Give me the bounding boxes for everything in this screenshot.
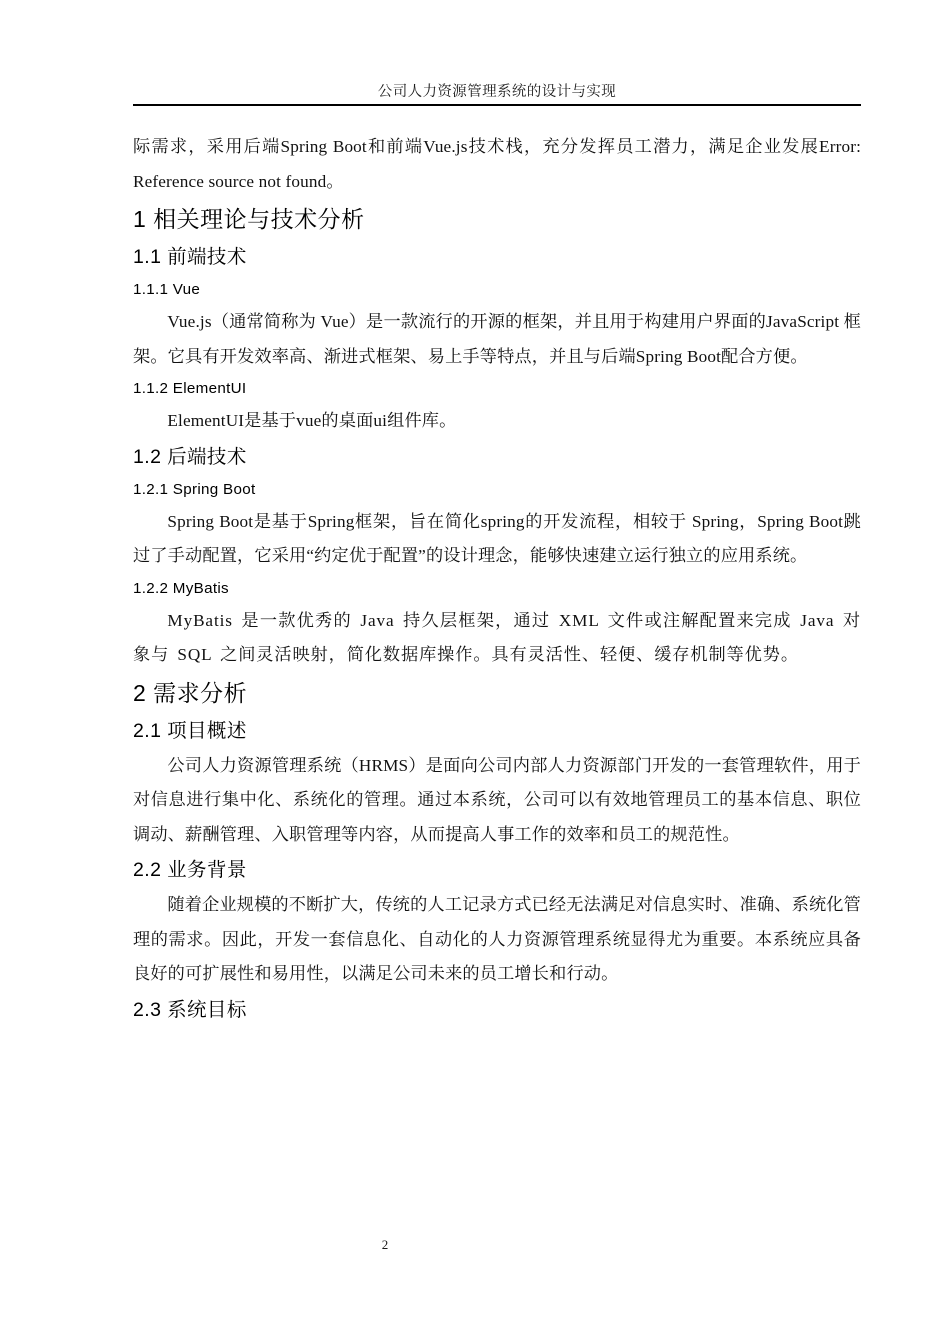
header-title: 公司人力资源管理系统的设计与实现 [377, 84, 617, 100]
heading-1-2-2-mybatis: 1.2.2 MyBatis [133, 579, 229, 597]
heading-2-requirements-analysis: 2 需求分析 [133, 679, 248, 706]
paragraph-spring-boot: Spring Boot是基于Spring框架，旨在简化spring的开发流程，相较于 Spring，Spring Boot跳过了手动配置，它采用“约定优于配置”的设计理念，能够快速建立运行独立的应用系统。 [133, 511, 861, 565]
heading-1-1-frontend-tech: 1.1 前端技术 [133, 246, 247, 268]
paragraph-project-overview: 公司人力资源管理系统（HRMS）是面向公司内部人力资源部门开发的一套管理软件，用于对信息进行集中化、系统化的管理。通过本系统，公司可以有效地管理员工的基本信息、职位调动、薪酬管理、入职管理等内容，从而提高人事工作的效率和员工的规范性。 [133, 755, 861, 844]
heading-1-2-backend-tech: 1.2 后端技术 [133, 445, 247, 468]
paragraph-mybatis: MyBatis 是一款优秀的 Java 持久层框架，通过 XML 文件或注解配置来完成 Java 对象与 SQL 之间灵活映射，简化数据库操作。具有灵活性、轻便、缓存机制等优势。 [133, 610, 861, 664]
heading-2-3-system-goals: 2.3 系统目标 [133, 998, 247, 1021]
heading-1-related-theory: 1 相关理论与技术分析 [133, 206, 365, 232]
page-footer [0, 1236, 950, 1254]
document-body [133, 130, 861, 1028]
paragraph-elementui: ElementUI是基于vue的桌面ui组件库。 [167, 411, 457, 430]
heading-2-1-project-overview: 2.1 项目概述 [133, 719, 247, 742]
paragraph-vue: Vue.js（通常简称为 Vue）是一款流行的开源的框架，并且用于构建用户界面的JavaScript 框架。它具有开发效率高、渐进式框架、易上手等特点，并且与后端Spring Boot配合方便。 [133, 312, 861, 366]
page-number: 2 [381, 1237, 389, 1252]
header-rule-divider [133, 104, 861, 106]
paragraph-business-background: 随着企业规模的不断扩大，传统的人工记录方式已经无法满足对信息实时、准确、系统化管理的需求。因此，开发一套信息化、自动化的人力资源管理系统显得尤为重要。本系统应具备良好的可扩展性和易用性，以满足公司未来的员工增长和行动。 [133, 895, 861, 983]
heading-1-2-1-spring-boot: 1.2.1 Spring Boot [133, 480, 256, 498]
heading-1-1-2-elementui: 1.1.2 ElementUI [133, 380, 247, 397]
page-header [133, 82, 861, 106]
heading-1-1-1-vue: 1.1.1 Vue [133, 281, 201, 298]
paragraph-intro: 际需求，采用后端Spring Boot和前端Vue.js技术栈，充分发挥员工潜力，满足企业发展Error: Reference source not found。 [133, 137, 861, 191]
heading-2-2-business-background: 2.2 业务背景 [133, 859, 247, 881]
